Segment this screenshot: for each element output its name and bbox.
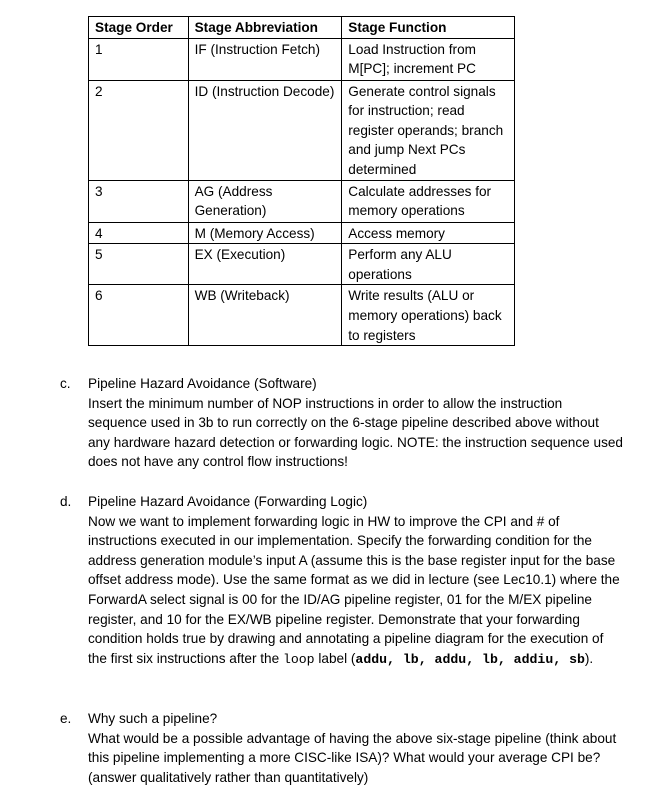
question-e-letter: e. — [60, 711, 72, 726]
label-text: label ( — [318, 650, 356, 666]
stage-abbr-cell: WB (Writeback) — [188, 285, 342, 346]
table-row — [89, 80, 515, 180]
instruction-list: addu, lb, addu, lb, addiu, sb — [355, 651, 585, 667]
question-d-title: Pipeline Hazard Avoidance (Forwarding Logic) — [88, 494, 368, 509]
question-c — [60, 374, 623, 474]
stage-abbr-cell: AG (Address Generation) — [188, 180, 342, 222]
question-c-title: Pipeline Hazard Avoidance (Software) — [88, 376, 317, 391]
header-stage-abbreviation: Stage Abbreviation — [188, 17, 342, 39]
table-row — [89, 244, 515, 285]
loop-keyword: loop — [282, 651, 315, 667]
stage-abbr-cell: ID (Instruction Decode) — [188, 80, 342, 180]
table-row — [89, 285, 515, 346]
question-c-body: Insert the minimum number of NOP instructions in order to allow the instruction sequence used in 3b to run correctly on the 6-stage pipeline described above without any hardware hazard detection or forwarding logic. NOTE: the instruction sequence used does not have any control flow instructions! — [88, 395, 623, 470]
header-stage-order: Stage Order — [89, 17, 189, 39]
table-row — [89, 180, 515, 222]
stage-order-cell: 6 — [89, 285, 189, 346]
table-header-row — [89, 17, 515, 39]
stage-func-cell: Access memory — [342, 222, 515, 244]
stage-order-cell: 5 — [89, 244, 189, 285]
question-c-letter: c. — [60, 376, 71, 391]
stage-order-cell: 4 — [89, 222, 189, 244]
stage-order-cell: 1 — [89, 38, 189, 80]
question-e-title: Why such a pipeline? — [88, 711, 218, 726]
stage-func-cell: Perform any ALU operations — [342, 244, 515, 285]
question-e-body: What would be a possible advantage of having the above six-stage pipeline (think about this pipeline implementing a more CISC-like ISA)? What would your average CPI be? (answer qualitatively rather than quantitatively) — [88, 730, 617, 785]
stage-func-cell: Calculate addresses for memory operations — [342, 180, 515, 222]
stage-order-cell: 3 — [89, 180, 189, 222]
stage-func-cell: Generate control signals for instruction; read register operands; branch and jump Next PCs determined — [342, 80, 515, 180]
stage-func-cell: Load Instruction from M[PC]; increment PC — [342, 38, 515, 80]
stage-abbr-cell: EX (Execution) — [188, 244, 342, 285]
stage-abbr-cell: IF (Instruction Fetch) — [188, 38, 342, 80]
question-d-text: Now we want to implement forwarding logic in HW to improve the CPI and # of instructions executed in our implementation. Specify the forwarding condition for the address generation module’s input A (assume this is the base register input for the base offset address mode). Use the same format as we did in lecture (see Lec10.1) where the ForwardA select signal is 00 for the ID/AG pipeline register, 01 for the M/EX pipeline register, and 10 for the EX/WB pipeline register. Demonstrate that your forwarding condition holds true by drawing and annotating a pipeline diagram for the execution of the first six instructions after the — [88, 513, 620, 666]
table-row — [89, 222, 515, 244]
question-d — [60, 492, 620, 692]
question-d-body — [88, 512, 624, 670]
question-d-tail: ). — [584, 650, 594, 666]
stage-func-cell: Write results (ALU or memory operations) back to registers — [342, 285, 515, 346]
stage-abbr-cell: M (Memory Access) — [188, 222, 342, 244]
stage-order-cell: 2 — [89, 80, 189, 180]
question-d-letter: d. — [60, 494, 72, 509]
header-stage-function: Stage Function — [342, 17, 515, 39]
table-row — [89, 38, 515, 80]
stage-table — [88, 16, 515, 346]
question-e — [60, 709, 620, 789]
